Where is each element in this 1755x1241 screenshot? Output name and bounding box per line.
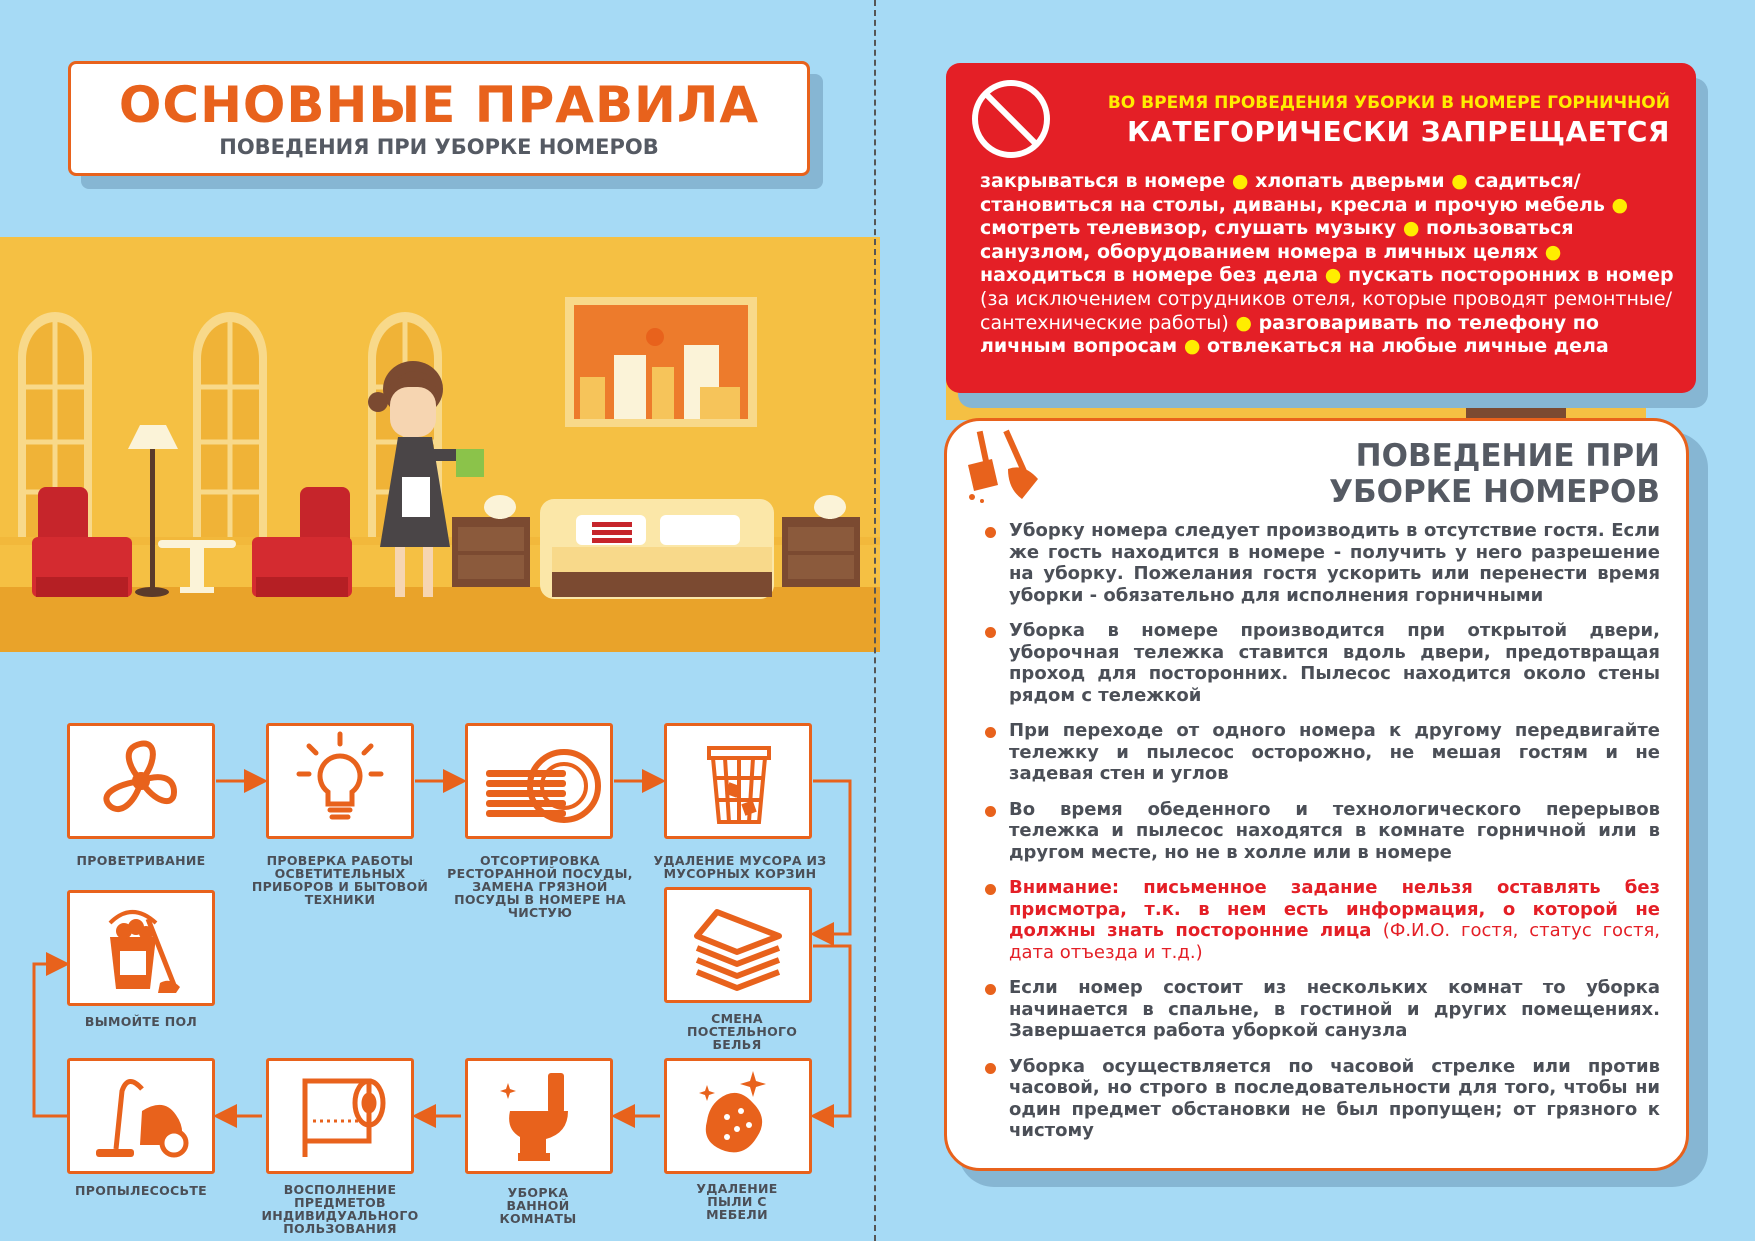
behavior-rules xyxy=(985,520,1660,1156)
prohibited-item: находиться в номере без дела xyxy=(980,264,1319,287)
rule-item: Уборку номера следует производить в отсутствие гостя. Если же гость находится в номере - получить у него разрешение на уборку. Пожелания гостя ускорить или перенести время уборки - обязательно для исполнения горничными xyxy=(985,520,1660,606)
rule-item-warning xyxy=(985,877,1660,963)
page-subtitle: ПОВЕДЕНИЯ ПРИ УБОРКЕ НОМЕРОВ xyxy=(219,135,659,159)
page-fold-divider xyxy=(874,0,876,1241)
prohibited-item: смотреть телевизор, слушать музыку xyxy=(980,217,1397,240)
warning-text: Внимание: письменное задание нельзя оставлять без присмотра, т.к. в нем есть информация, о которой не должны знать посторонние лица xyxy=(1009,877,1660,941)
step-label: УБОРКА ВАННОЙ КОМНАТЫ xyxy=(499,1185,577,1226)
rule-item: Уборка в номере производится при открытой двери, уборочная тележка ставится вдоль двери, предотвращая проход для посторонних. Пылесос находится около стены рядом с тележкой xyxy=(985,620,1660,706)
prohibited-item: хлопать дверьми xyxy=(1255,170,1445,192)
rule-item: При переходе от одного номера к другому передвигайте тележку и пылесос осторожно, не мешая гостям и не задевая стен и углов xyxy=(985,720,1660,785)
step-label: УДАЛЕНИЕ ПЫЛИ С МЕБЕЛИ xyxy=(696,1181,778,1222)
step-label: ПРОВЕРКА РАБОТЫ ОСВЕТИТЕЛЬНЫХ ПРИБОРОВ И БЫТОВОЙ ТЕХНИКИ xyxy=(251,853,429,907)
prohibited-sign-icon xyxy=(970,78,1052,160)
prohibited-list: закрываться в номере ● хлопать дверьми ● садиться/ становиться на столы, диваны, кресла и прочую мебель ● смотреть телевизор, слушать музыку ● пользоваться санузлом, оборудованием номера в личных целях ● находиться в номере без дела ● пускать посторонних в номер (за исключением сотрудников отеля, которые проводят ремонтные/сантехнические работы) ● разговаривать по телефону по личным вопросам ● отвлекаться на любые личные дела xyxy=(980,170,1674,358)
behavior-title: УБОРКЕ НОМЕРОВ xyxy=(1329,474,1660,510)
prohibited-heading-small: ВО ВРЕМЯ ПРОВЕДЕНИЯ УБОРКИ В НОМЕРЕ ГОРНИЧНОЙ xyxy=(1107,93,1670,113)
prohibited-item: пускать посторонних в номер xyxy=(1347,264,1674,287)
prohibited-item: пользоваться санузлом, оборудованием номера в личных целях xyxy=(980,217,1574,263)
prohibited-item: садиться/ становиться на столы, диваны, кресла и прочую мебель xyxy=(980,170,1605,216)
rule-item: Уборка осуществляется по часовой стрелке или против часовой, но строго в последовательности для того, чтобы ни один предмет обстановки не был пропущен; от грязного к чистому xyxy=(985,1056,1660,1142)
prohibited-item: закрываться в номере xyxy=(980,170,1226,192)
rule-item: Во время обеденного и технологического перерывов тележка и пылесос находятся в комнате горничной или в другом месте, но не в холле или в номере xyxy=(985,799,1660,864)
prohibited-item: отвлекаться на любые личные дела xyxy=(1207,335,1609,358)
step-label: ПРОПЫЛЕСОСЬТЕ xyxy=(74,1183,208,1198)
warning-note: (Ф.И.О. гостя, статус гостя, дата отъезда и т.д.) xyxy=(1009,920,1661,963)
step-label: СМЕНА ПОСТЕЛЬНОГО БЕЛЬЯ xyxy=(687,1011,798,1052)
step-label: ВЫМОЙТЕ ПОЛ xyxy=(84,1014,198,1029)
rule-item: Если номер состоит из нескольких комнат то уборка начинается в спальне, в гостиной и других помещениях. Завершается работа уборкой санузла xyxy=(985,977,1660,1042)
step-label: УДАЛЕНИЕ МУСОРА ИЗ МУСОРНЫХ КОРЗИН xyxy=(653,853,827,881)
prohibited-item: разговаривать по телефону по личным вопросам xyxy=(980,311,1599,358)
step-label: ВОСПОЛНЕНИЕ ПРЕДМЕТОВ ИНДИВИДУАЛЬНОГО ПОЛЬЗОВАНИЯ xyxy=(261,1182,419,1236)
step-label: ОТСОРТИРОВКА РЕСТОРАННОЙ ПОСУДЫ, ЗАМЕНА ГРЯЗНОЙ ПОСУДЫ В НОМЕРЕ НА ЧИСТУЮ xyxy=(447,853,633,920)
page-title: ОСНОВНЫЕ ПРАВИЛА xyxy=(118,76,760,134)
step-label: ПРОВЕТРИВАНИЕ xyxy=(76,853,206,868)
behavior-title: ПОВЕДЕНИЕ ПРИ xyxy=(1355,438,1660,474)
prohibited-heading-large: КАТЕГОРИЧЕСКИ ЗАПРЕЩАЕТСЯ xyxy=(1126,115,1670,148)
brooms-icon xyxy=(958,425,1058,505)
prohibited-note: (за исключением сотрудников отеля, которые проводят ремонтные/сантехнические работы) xyxy=(980,287,1672,334)
